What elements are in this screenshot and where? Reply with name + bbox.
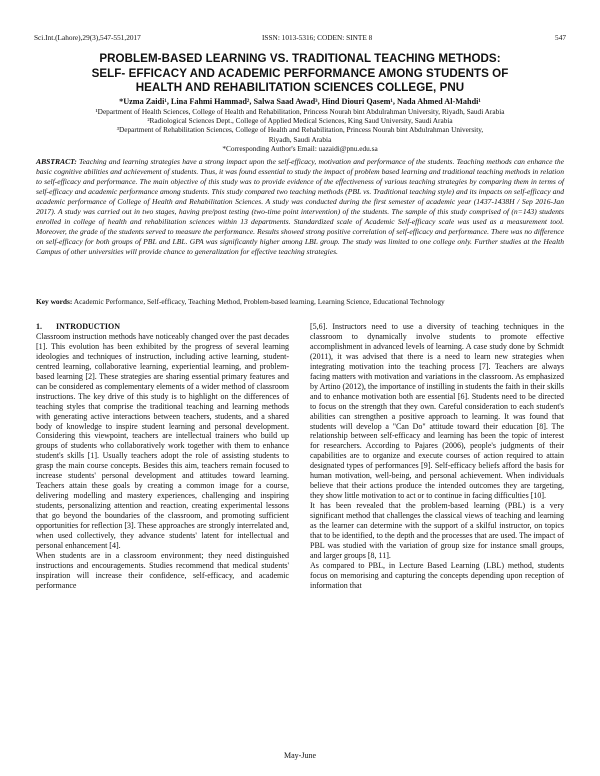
abstract (36, 157, 564, 257)
keywords-label: Key words: (36, 297, 73, 306)
header-page-number: 547 (555, 33, 566, 42)
page-footer: May-June (284, 751, 316, 760)
keywords (36, 297, 564, 306)
body-column-right (310, 322, 564, 591)
abstract-text: Teaching and learning strategies have a strong impact upon the self-efficacy, motivation and performance of the students. Teaching methods can enhance the basic cognitive abilities and achievement of students. Thus, it was found essential to study the impact of problem based learning and traditional teaching methods in relation to self-efficacy and performance. The main objective of this study was to provide evidence of the effectiveness of various teaching strategies by comparing them in terms of self-efficacy and academic performance among students. This study compared two teaching methods (PBL vs. Traditional teaching style) and its impacts on self-efficacy and academic performance of College of Health and Rehabilitation Sciences. A study was conducted during the first semester of academic year (1437-1438H / Sep 2016-Jan 2017). A study was carried out in two stages, having pre/post testing (two-time point intervention) of the students. The sample of this study comprised of (n=143) students enrolled in college of health and rehabilitation sciences within 13 departments. Standardized scale of Academic Self-efficacy scale was used as a measurement tool. Moreover, the grade of the students served to measure the performance. Results showed strong positive correlation of self-efficacy and performance. There was no difference on self-efficacy for both groups of PBL and LBL. GPA was significantly higher among LBL group. The study was limited to one college only. Further studies at the Health Campus of other universities will provide chance to generalization for effective teaching strategies. (36, 157, 564, 256)
affiliation-line: Riyadh, Saudi Arabia (268, 134, 332, 144)
affiliations (20, 107, 580, 153)
title-line: PROBLEM-BASED LEARNING VS. TRADITIONAL TEACHING METHODS: (99, 52, 501, 65)
section-heading (36, 322, 289, 332)
paragraph: When students are in a classroom environment; they need distinguished instructions and encouragements. Studies recommend that medical students' inspiration will increase their confidence, self-efficacy, and academic performance (36, 550, 289, 590)
title-line: SELF- EFFICACY AND ACADEMIC PERFORMANCE AMONG STUDENTS OF (91, 66, 509, 80)
title-line: HEALTH AND REHABILITATION SCIENCES COLLEGE, PNU (135, 81, 465, 95)
header-issn: ISSN: 1013-5316; CODEN: SINTE 8 (262, 33, 373, 42)
author-list: *Uzma Zaidi¹, Lina Fahmi Hammad², Salwa Saad Awad³, Hind Diouri Qasem¹, Nada Ahmed Al-Mahdi¹ (119, 97, 481, 106)
header-citation: Sci.Int.(Lahore),29(3),547-551,2017 (34, 33, 141, 42)
affiliation-line: ³Department of Rehabilitation Sciences, College of Health and Rehabilitation, Princess Nourah bint Abdulrahman University, (116, 125, 484, 135)
section-title: INTRODUCTION (56, 322, 121, 331)
affiliation-line: ²Radiological Sciences Dept., College of Applied Medical Sciences, King Saud University, Saudi Arabia (147, 116, 453, 126)
body-column-left (36, 322, 289, 591)
running-header (34, 33, 566, 42)
section-number: 1. (36, 322, 42, 331)
paragraph: As compared to PBL, in Lecture Based Learning (LBL) method, students focus on memorising and capturing the concepts depending upon reception of information that (310, 560, 564, 590)
paragraph: Classroom instruction methods have noticeably changed over the past decades [1]. This evolution has been exhibited by the progress of several learning ideologies and techniques of instruction, including active learning, student-centred learning, collaborative learning, experiential learning, and problem-based learning [2]. These strategies are sharing essential primary features and can be considered as complementary elements of a wider method of classroom instructions. The key drive of this study is to highlight on the differences of teaching styles that comprise the traditional teaching and learning methods with generating active interactions between teachers, students, and a shared body of knowledge to inspire student learning and personal development. Considering this viewpoint, teachers are intellectual trainers who build up groups of students who collaboratively work together with them to enhance student's skills [1]. Usually teachers adopt the role of assisting students to grasp the main course concepts. Besides this aim, teachers remain focused to increase students' personal development and attitudes toward learning. Teachers attain these goals by creating a common image for a course, delivering modelling and mastery experiences, challenging and inspiring students, personalizing attention and reaction, creating experimental lessons that go beyond the boundaries of the classroom, and promoting sufficient opportunities for reflection [3]. These approaches are strongly interrelated and, when used collectively, they advance students' latent for intellectual and personal enhancement [4]. (36, 331, 289, 550)
affiliation-line: ¹Department of Health Sciences, College of Health and Rehabilitation, Princess Nourah bint Abdulrahman University, Riyadh, Saudi Arabia (95, 107, 505, 116)
corresponding-author-email: *Corresponding Author's Email: uazaidi@pnu.edu.sa (222, 143, 378, 153)
paragraph: [5,6]. Instructors need to use a diversity of teaching techniques in the classroom to dynamically involve students to promote effective accomplishment in advanced levels of learning. A case study done by Schmidt (2011), it was advised that there is a need to learn new strategies when integrating motivation into the teaching process [7]. Teachers are always facing matters with motivation and variations in the classroom. As emphasized by Artino (2012), the importance of instilling in students the faith in their skills and to enhance motivation both are essential [6]. Students need to be directed to focus on the strength that they own. Careful consideration to each student's abilities can strengthen a positive approach to learning. It was found that students will develop a "Can Do" attitude toward their education [8]. The relationship between self-efficacy and learning has been the topic of interest for researchers. According to Pajares (2006), people's judgments of their capabilities are to organize and execute courses of action required to attain designated types of performances [9]. Self-efficacy beliefs afford the basis for human motivation, well-being, and personal achievement. When individuals believe that their actions produce the intended outcomes they are targeting, they show little motivation to act or to continue in facing difficulties [10]. (310, 322, 564, 501)
abstract-label: ABSTRACT: (36, 157, 77, 166)
paper-title (20, 52, 580, 96)
keywords-text: Academic Performance, Self-efficacy, Teaching Method, Problem-based learning, Learning Science, Educational Technology (72, 297, 445, 306)
paragraph: It has been revealed that the problem-based learning (PBL) is a very significant method that challenges the classical views of teaching and learning as the learner can determine with the support of a skilful instructor, on topics that to be identified, to the depth and the processes that are used. The impact of PBL was studied with the variation of group size for instance small groups, and larger groups [8, 11]. (310, 501, 564, 560)
